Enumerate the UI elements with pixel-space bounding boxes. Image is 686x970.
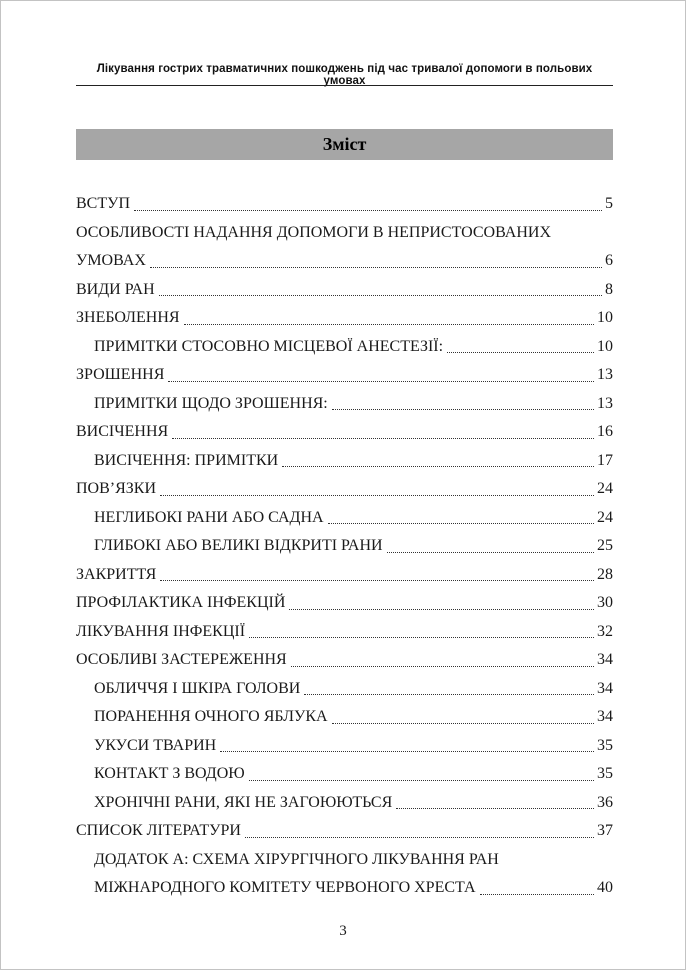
toc-entry-line — [76, 447, 613, 476]
toc-dot-leader — [249, 637, 594, 638]
page-number: 3 — [339, 923, 347, 939]
toc-entry-line — [76, 760, 613, 789]
toc-entry-line — [76, 475, 613, 504]
toc-entry-line — [76, 589, 613, 618]
toc-entry-line — [76, 190, 613, 219]
toc-page-number: 10 — [597, 309, 613, 326]
toc-entry-text: ПРИМІТКИ СТОСОВНО МІСЦЕВОЇ АНЕСТЕЗІЇ: — [94, 337, 444, 355]
toc-dot-leader — [245, 837, 594, 838]
toc-entry-text: ПОРАНЕННЯ ОЧНОГО ЯБЛУКА — [94, 708, 328, 725]
toc-entry-text: ЗРОШЕННЯ — [76, 366, 165, 383]
toc-entry-line — [76, 219, 613, 248]
toc-entry-text: ДОДАТОК А: СХЕМА ХІРУРГІЧНОГО ЛІКУВАННЯ РАН — [94, 850, 499, 868]
toc-entry-text: ХРОНІЧНІ РАНИ, ЯКІ НЕ ЗАГОЮЮТЬСЯ — [94, 793, 393, 811]
toc-page-number: 34 — [597, 708, 613, 725]
toc-entry-line — [76, 276, 613, 305]
toc-entry-text: КОНТАКТ З ВОДОЮ — [94, 765, 245, 782]
toc-page-number: 5 — [605, 195, 613, 212]
toc-entry-text: УМОВАХ — [76, 252, 146, 269]
toc-page-number: 17 — [597, 451, 613, 469]
toc-entry-text: ОБЛИЧЧЯ І ШКІРА ГОЛОВИ — [94, 679, 301, 697]
toc-entry-text: ЗНЕБОЛЕННЯ — [76, 309, 180, 326]
toc-entry-text: ОСОБЛИВІ ЗАСТЕРЕЖЕННЯ — [76, 651, 287, 668]
toc-dot-leader — [447, 352, 594, 353]
toc-list — [76, 190, 613, 903]
toc-dot-leader — [328, 523, 594, 524]
toc-entry-line — [76, 504, 613, 533]
toc-page-number: 30 — [597, 594, 613, 611]
toc-page-number: 16 — [597, 423, 613, 440]
section-title-bar — [76, 129, 613, 160]
toc-entry-line — [76, 561, 613, 590]
toc-page-number: 36 — [597, 793, 613, 811]
toc-entry-line — [76, 304, 613, 333]
header-divider — [76, 85, 613, 86]
toc-entry-text: ВСТУП — [76, 195, 130, 212]
toc-entry-line — [76, 418, 613, 447]
toc-dot-leader — [160, 580, 594, 581]
toc-dot-leader — [396, 808, 594, 809]
toc-entry-line — [76, 846, 613, 875]
toc-entry-text: ВИСІЧЕННЯ: ПРИМІТКИ — [94, 451, 279, 469]
toc-dot-leader — [134, 210, 602, 211]
toc-dot-leader — [332, 409, 594, 410]
toc-entry-line — [76, 618, 613, 647]
toc-page-number: 35 — [597, 765, 613, 782]
toc-dot-leader — [480, 894, 594, 895]
toc-entry-text: ПОВ’ЯЗКИ — [76, 480, 157, 497]
toc-page-number: 13 — [597, 394, 613, 412]
toc-entry-line — [76, 789, 613, 818]
toc-entry-line — [76, 333, 613, 362]
toc-page-number: 32 — [597, 622, 613, 640]
toc-dot-leader — [159, 295, 602, 296]
toc-page-number: 6 — [605, 252, 613, 269]
toc-page-number: 34 — [597, 679, 613, 697]
toc-page-number: 37 — [597, 822, 613, 839]
toc-dot-leader — [304, 694, 594, 695]
toc-entry-line — [76, 874, 613, 903]
section-title: Зміст — [322, 134, 367, 154]
toc-page-number: 35 — [597, 736, 613, 754]
toc-entry-text: ЛІКУВАННЯ ІНФЕКЦІЇ — [76, 622, 246, 640]
toc-entry-line — [76, 247, 613, 276]
toc-page-number: 40 — [597, 879, 613, 896]
toc-entry-text: ГЛИБОКІ АБО ВЕЛИКІ ВІДКРИТІ РАНИ — [94, 537, 383, 554]
toc-dot-leader — [220, 751, 594, 752]
toc-entry-line — [76, 675, 613, 704]
toc-page-number: 28 — [597, 565, 613, 583]
toc-entry-text: НЕГЛИБОКІ РАНИ АБО САДНА — [94, 508, 324, 526]
toc-entry-text: ВИСІЧЕННЯ — [76, 423, 169, 440]
toc-entry-line — [76, 732, 613, 761]
toc-dot-leader — [249, 780, 594, 781]
toc-entry-text: ПРИМІТКИ ЩОДО ЗРОШЕННЯ: — [94, 394, 328, 412]
toc-page-number: 24 — [597, 508, 613, 526]
toc-dot-leader — [168, 381, 594, 382]
toc-page-number: 34 — [597, 651, 613, 668]
toc-entry-text: ПРОФІЛАКТИКА ІНФЕКЦІЙ — [76, 594, 286, 611]
toc-entry-text: ОСОБЛИВОСТІ НАДАННЯ ДОПОМОГИ В НЕПРИСТОСОВАНИХ — [76, 223, 551, 241]
toc-entry-text: СПИСОК ЛІТЕРАТУРИ — [76, 822, 241, 839]
toc-dot-leader — [291, 666, 594, 667]
toc-dot-leader — [150, 267, 602, 268]
toc-page-number: 24 — [597, 480, 613, 497]
toc-entry-text: УКУСИ ТВАРИН — [94, 736, 217, 754]
toc-entry-text: МІЖНАРОДНОГО КОМІТЕТУ ЧЕРВОНОГО ХРЕСТА — [94, 879, 476, 896]
toc-dot-leader — [282, 466, 594, 467]
toc-entry-line — [76, 646, 613, 675]
toc-page-number: 8 — [605, 280, 613, 298]
toc-dot-leader — [172, 438, 594, 439]
toc-entry-line — [76, 532, 613, 561]
running-header: Лікування гострих травматичних пошкоджень під час тривалої допомоги в польових умовах — [96, 63, 593, 87]
toc-entry-line — [76, 817, 613, 846]
toc-entry-line — [76, 703, 613, 732]
toc-dot-leader — [184, 324, 594, 325]
toc-page-number: 25 — [597, 537, 613, 554]
toc-dot-leader — [387, 552, 594, 553]
toc-dot-leader — [160, 495, 594, 496]
toc-page-number: 13 — [597, 366, 613, 383]
toc-dot-leader — [332, 723, 594, 724]
toc-page-number: 10 — [597, 337, 613, 355]
toc-entry-line — [76, 361, 613, 390]
toc-dot-leader — [289, 609, 594, 610]
toc-entry-text: ВИДИ РАН — [76, 280, 155, 298]
toc-entry-line — [76, 390, 613, 419]
toc-entry-text: ЗАКРИТТЯ — [76, 565, 157, 583]
